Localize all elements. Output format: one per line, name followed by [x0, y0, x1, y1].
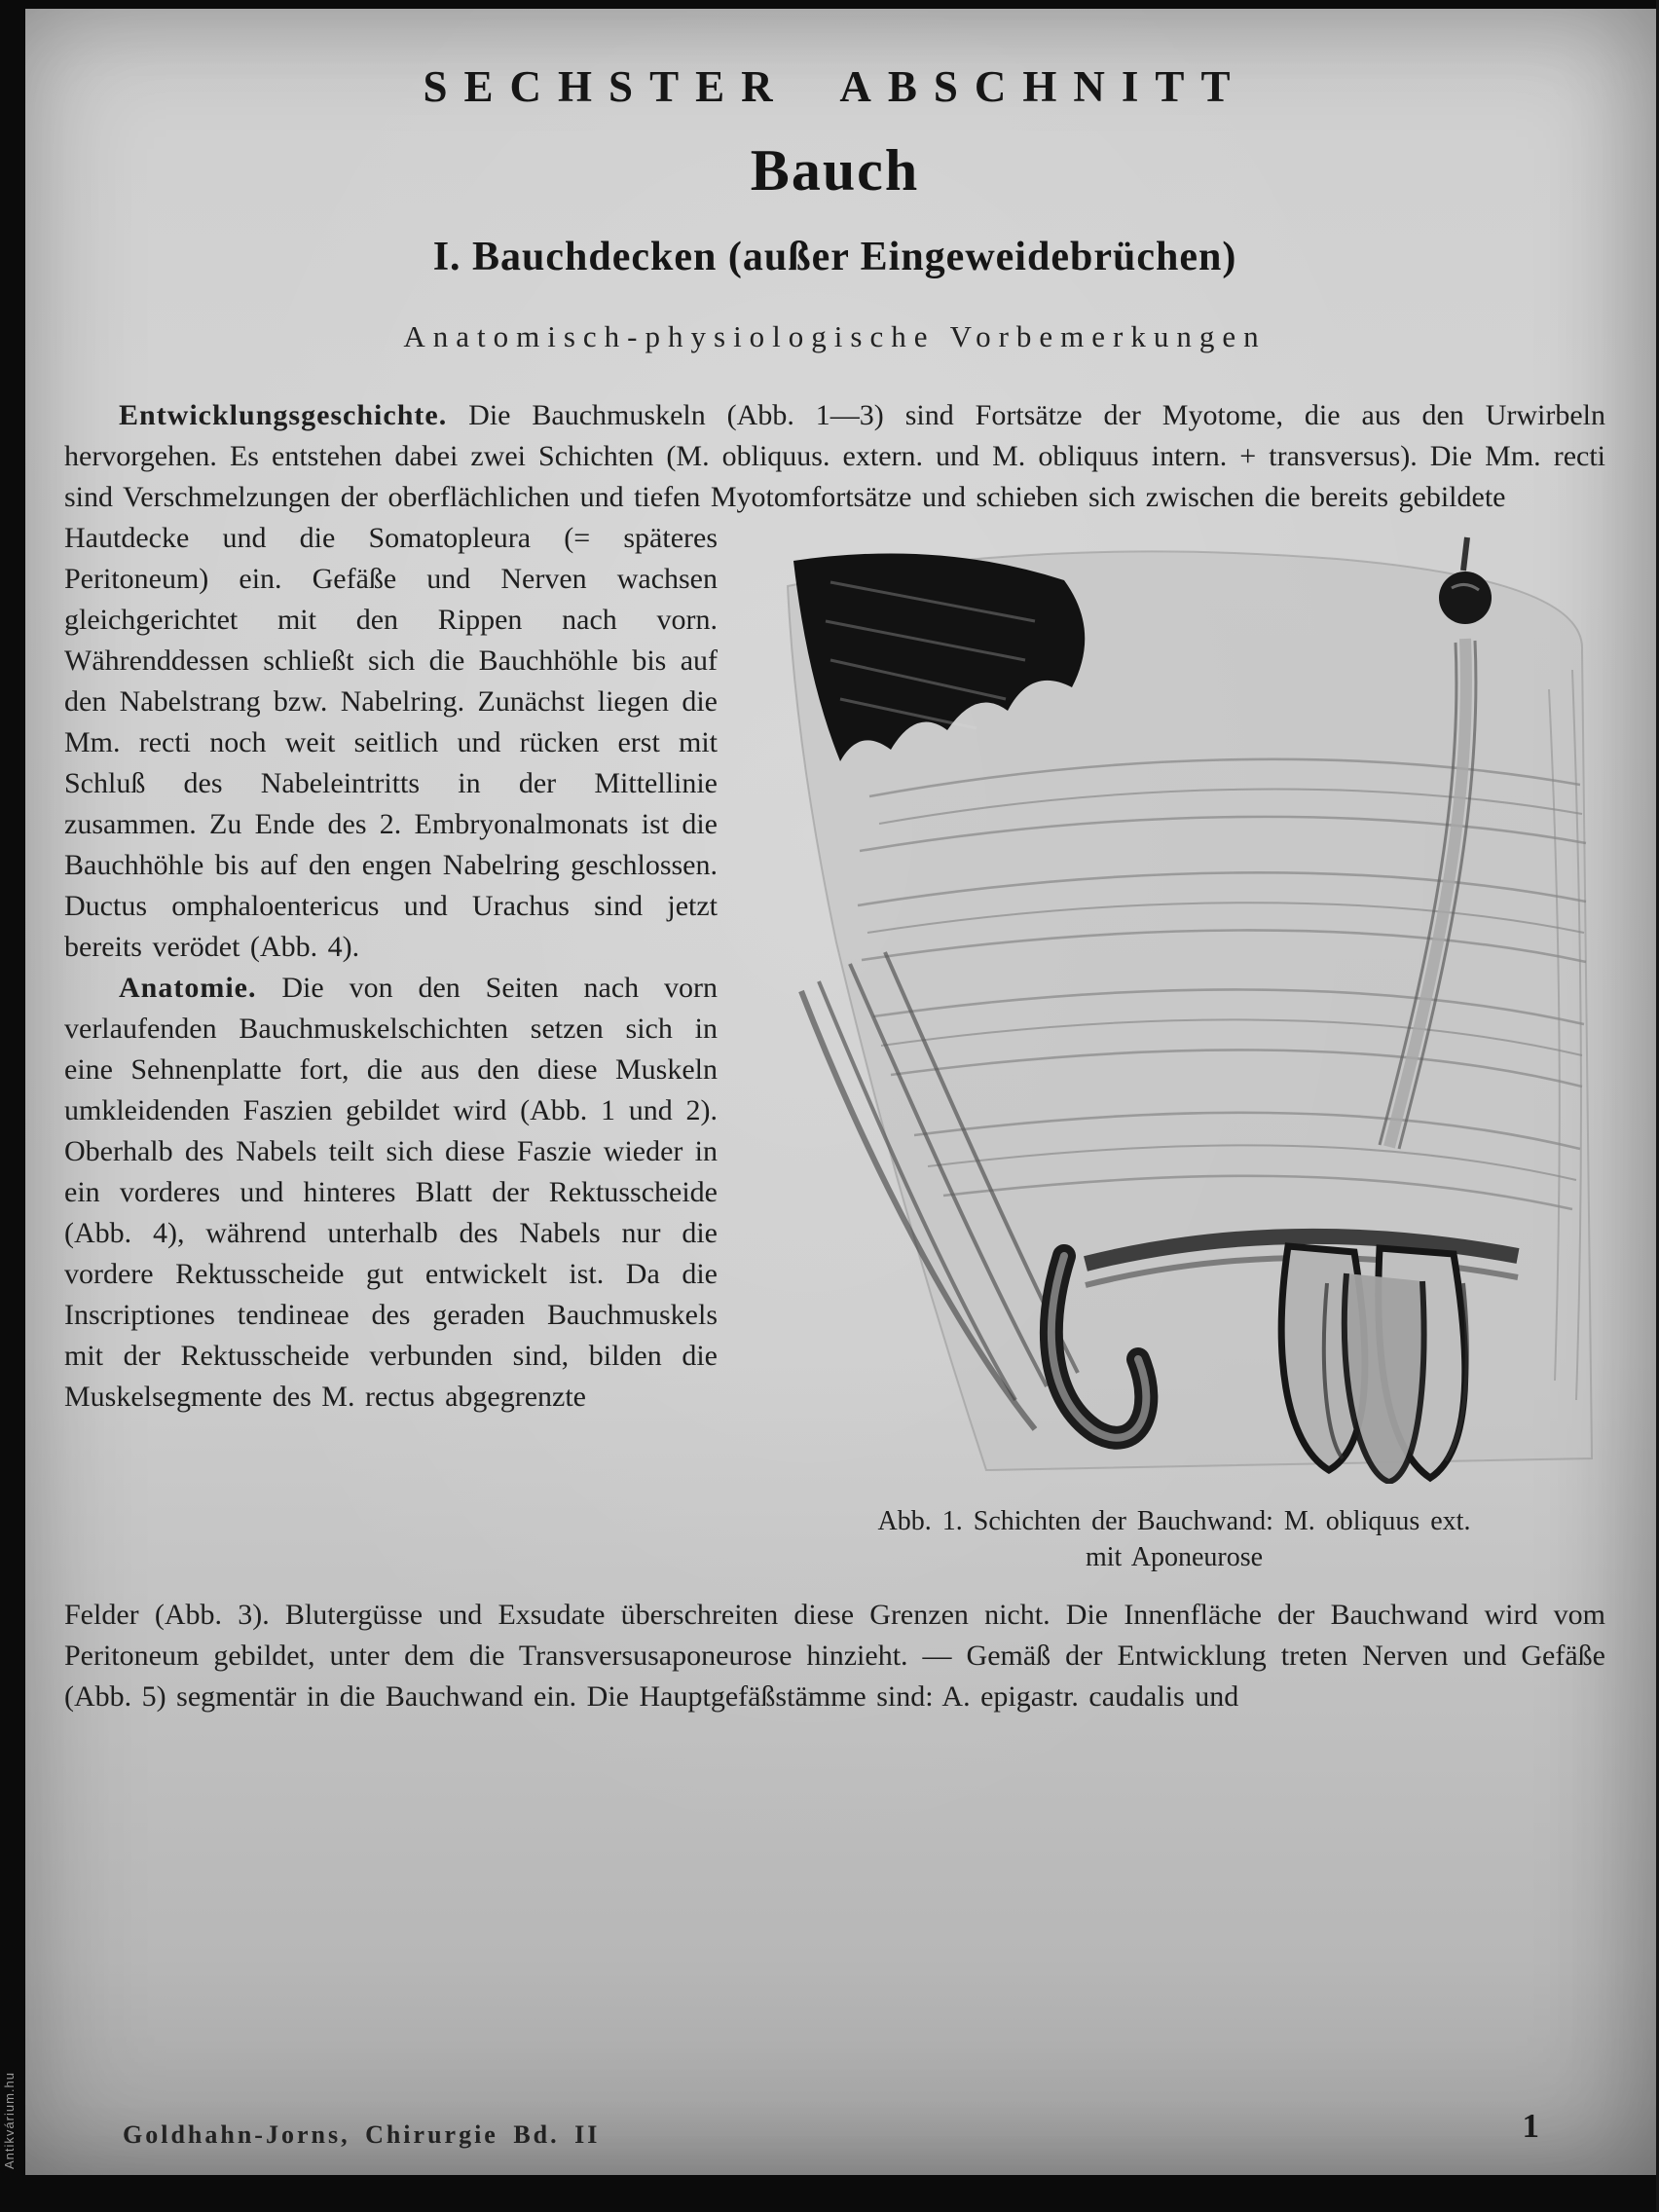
section-heading: SECHSTER ABSCHNITT [423, 62, 1247, 111]
running-footer: Goldhahn-Jorns, Chirurgie Bd. II [123, 2120, 601, 2149]
scan-border-top [0, 0, 1659, 9]
page-number: 1 [1522, 2107, 1539, 2145]
paragraph-lead-anatomie: Anatomie. [119, 972, 257, 1004]
page-paper [25, 9, 1656, 2175]
scan-border-left [0, 0, 25, 2212]
subheading: Anatomisch-physiologische Vorbemerkungen [403, 319, 1267, 353]
anatomical-illustration [743, 524, 1605, 1484]
paragraph-closing [64, 1585, 1605, 1717]
paragraph-body-closing: Felder (Abb. 3). Blutergüsse und Exsudate überschreiten diese Grenzen nicht. Die Innenfläche der Bauchwand wird vom Peritoneum gebildet, unter dem die Transversusaponeurose hinzieht. — Gemäß der Entwicklung treten Nerven und Gefäße (Abb. 5) segmentär in die Bauchwand ein. Die Hauptgefäßstämme sind: A. epigastr. caudalis und [64, 1599, 1605, 1713]
chapter-title: Bauch [750, 138, 920, 203]
paragraph-lead-entwicklungsgeschichte: Entwicklungsgeschichte. [119, 399, 448, 431]
subsection-title: I. Bauchdecken (außer Eingeweidebrüchen) [432, 235, 1237, 279]
paragraph-body-entwicklungsgeschichte: Die Bauchmuskeln (Abb. 1—3) sind Fortsätze der Myotome, die aus den Urwirbeln hervorgehen. Es entstehen dabei zwei Schichten (M. obliquus. extern. und M. obliquus intern. + transversus). Die Mm. recti sind Verschmelzungen der oberflächlichen und tiefen Myotomfortsätze und schieben sich zwischen die bereits gebildete [64, 399, 1605, 513]
body-text [64, 395, 1605, 1717]
page-content [25, 9, 1656, 1717]
watermark-label: Antikvárium.hu [2, 2072, 17, 2169]
figure-caption: Abb. 1. Schichten der Bauchwand: M. obliquus ext. mit Aponeurose [877, 1506, 1471, 1572]
paragraph-body-anatomie: Die von den Seiten nach vorn verlaufenden Bauchmuskelschichten setzen sich in eine Sehnenplatte fort, die aus den diese Muskeln umkleidenden Faszien gebildet wird (Abb. 1 und 2). Oberhalb des Nabels teilt sich diese Faszie wieder in ein vorderes und hinteres Blatt der Rektusscheide (Abb. 4), während unterhalb des Nabels nur die vordere Rektusscheide gut entwickelt ist. Da die Inscriptiones tendineae des geraden Bauchmuskels mit der Rektusscheide verbunden sind, bilden die Muskelsegmente des M. rectus abgegrenzte [64, 972, 719, 1413]
paragraph-entwicklungsgeschichte [64, 395, 1605, 518]
paragraph-body-continuation: Hautdecke und die Somatopleura (= späteres Peritoneum) ein. Gefäße und Nerven wachsen gleichgerichtet mit den Rippen nach vorn. Währenddessen schließt sich die Bauchhöhle bis auf den Nabelstrang bzw. Nabelring. Zunächst liegen die Mm. recti noch weit seitlich und rücken erst mit Schluß des Nabeleintritts in der Mittellinie zusammen. Zu Ende des 2. Embryonalmonats ist die Bauchhöhle bis auf den engen Nabelring geschlossen. Ductus omphaloentericus und Urachus sind jetzt bereits verödet (Abb. 4). [64, 522, 718, 963]
figure-abb1 [743, 524, 1605, 1575]
scan-border-bottom [0, 2175, 1659, 2212]
